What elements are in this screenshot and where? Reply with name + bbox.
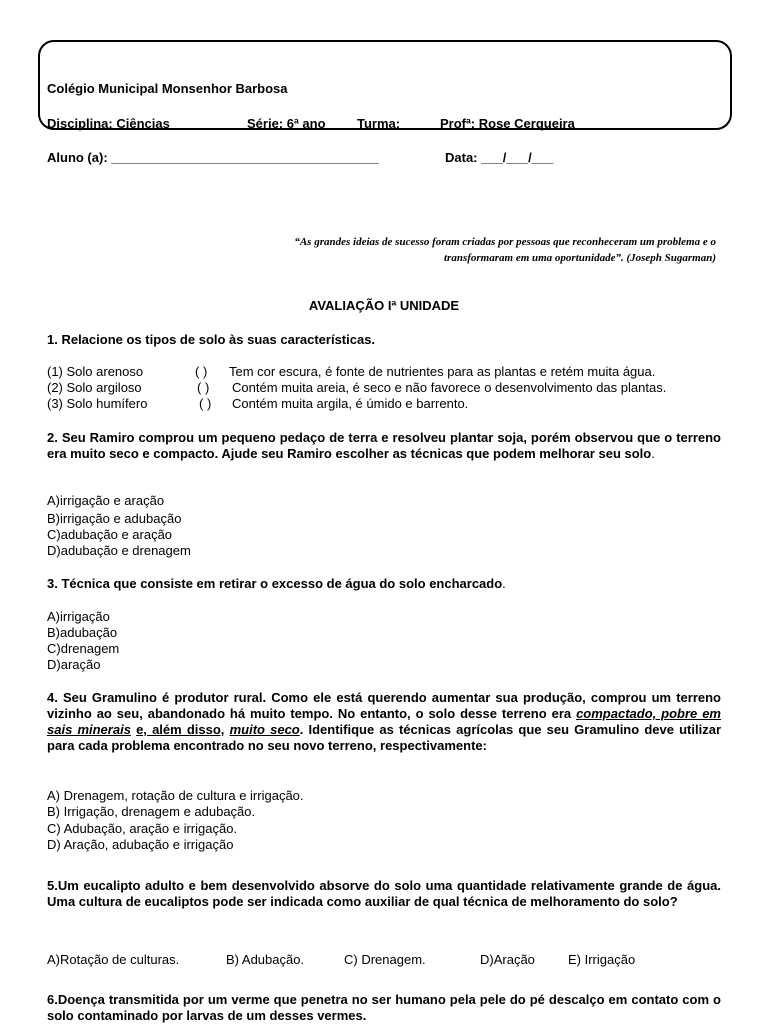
q1-item-blank: ( ) [199,396,212,411]
turma-label: Turma: [357,116,401,131]
question-2: 2. Seu Ramiro comprou um pequeno pedaço de terra e resolveu plantar soja, porém observou que o terreno era muito seco e compacto. Ajude seu Ramiro escolher as técnicas que podem melhorar seu solo. [47,430,721,461]
q3-option-b: B)adubação [47,625,118,640]
q4-option-b: B) Irrigação, drenagem e adubação. [47,804,256,819]
q5-option-d: D)Aração [480,952,535,967]
q2-prompt-text: 2. Seu Ramiro comprou um pequeno pedaço de terra e resolveu plantar soja, porém observou que o terreno era muito seco e compacto. Ajude seu Ramiro escolher as técnicas que podem melhorar seu solo [47,430,721,461]
q3-option-d: D)aração [47,657,101,672]
question-6: 6.Doença transmitida por um verme que penetra no ser humano pela pele do pé descalço em contato com o solo contaminado por larvas de um desses vermes. [47,992,721,1023]
q5-option-a: A)Rotação de culturas. [47,952,180,967]
question-5: 5.Um eucalipto adulto e bem desenvolvido absorve do solo uma quantidade relativamente grande de água. Uma cultura de eucaliptos pode ser indicada como auxiliar de qual técnica de melhoramento do solo? [47,878,721,909]
serie-label: Série: 6ª ano [247,116,326,131]
q3-option-c: C)drenagem [47,641,120,656]
disciplina-label: Disciplina: Ciências [47,116,170,131]
q4-prompt-mid: e, além disso, [136,722,225,737]
question-1: 1. Relacione os tipos de solo às suas características. [47,332,376,347]
q1-item-blank: ( ) [195,364,208,379]
question-4 [47,690,721,754]
q4-option-d: D) Aração, adubação e irrigação [47,837,234,852]
page-title: AVALIAÇÃO Iª UNIDADE [308,298,460,313]
q2-option-a: A)irrigação e aração [47,493,165,508]
q1-item-label: (1) Solo arenoso [47,364,144,379]
q4-option-c: C) Adubação, aração e irrigação. [47,821,238,836]
q1-item-label: (3) Solo humífero [47,396,148,411]
q5-options-row [47,952,727,968]
school-name: Colégio Municipal Monsenhor Barbosa [47,81,288,96]
q5-option-b: B) Adubação. [226,952,305,967]
q4-emphasis-compact: compactado, pobre em sais minerais [47,706,721,737]
professor-label: Profª: Rose Cerqueira [440,116,575,131]
q5-option-e: E) Irrigação [568,952,636,967]
q1-item-desc: Contém muita areia, é seco e não favorece o desenvolvimento das plantas. [232,380,667,395]
q4-emphasis-dry: muito seco [229,722,300,737]
q2-option-d: D)adubação e drenagem [47,543,191,558]
q1-item-label: (2) Solo argiloso [47,380,142,395]
q4-prompt-end: . Identifique as técnicas agrícolas que seu Gramulino deve utilizar para cada problema encontrado no seu novo terreno, respectivamente: [47,722,722,753]
q1-item-blank: ( ) [197,380,210,395]
q3-prompt-text: 3. Técnica que consiste em retirar o excesso de água do solo encharcado [47,576,503,591]
q1-item-desc: Contém muita argila, é úmido e barrento. [232,396,469,411]
question-3: 3. Técnica que consiste em retirar o excesso de água do solo encharcado. [47,576,506,591]
q5-option-c: C) Drenagem. [344,952,426,967]
q4-option-a: A) Drenagem, rotação de cultura e irrigação. [47,788,304,803]
quote-line-2: transformaram em uma oportunidade”. (Joseph Sugarman) [444,252,716,264]
quote-line-1: “As grandes ideias de sucesso foram criadas por pessoas que reconheceram um problema e o [294,236,716,248]
q2-option-c: C)adubação e aração [47,527,173,542]
q3-option-a: A)irrigação [47,609,110,624]
q1-item-desc: Tem cor escura, é fonte de nutrientes para as plantas e retém muita água. [229,364,656,379]
q4-prompt-start: 4. Seu Gramulino é produtor rural. Como ele está querendo aumentar sua produção, comprou um terreno vizinho ao seu, abandonado há muito tempo. No entanto, o solo desse terreno era [47,690,721,721]
student-name-field: Aluno (a): _____________________________________ [47,150,379,165]
q2-option-b: B)irrigação e adubação [47,511,182,526]
epigraph-quote [176,234,716,266]
date-field: Data: ___/___/___ [445,150,554,165]
